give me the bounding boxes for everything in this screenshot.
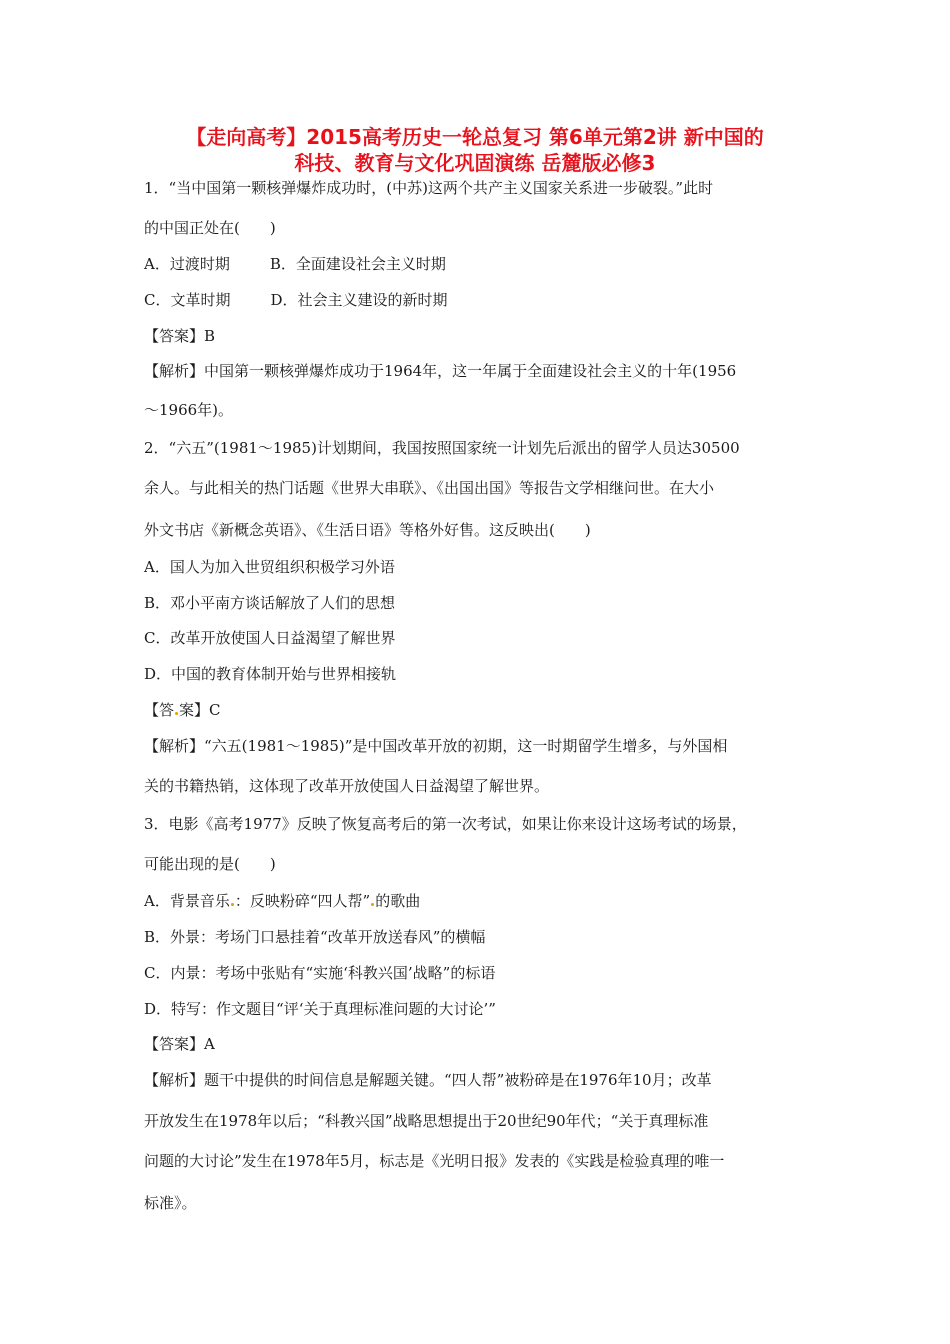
q3-option-a-part-3: 的歌曲 (375, 892, 421, 910)
q2-stem-line-3: 外文书店《新概念英语》、《生活日语》等格外好售。这反映出( ) (144, 521, 591, 539)
q3-option-b: B．外景：考场门口悬挂着“改革开放送春风”的横幅 (144, 928, 486, 946)
q3-stem-line-2: 可能出现的是( ) (144, 855, 276, 873)
orange-dot-mark (371, 903, 374, 906)
q2-analysis-line-1: 【解析】“六五(1981～1985)”是中国改革开放的初期，这一时期留学生增多，与外国相 (144, 737, 728, 755)
q2-option-d: D．中国的教育体制开始与世界相接轨 (144, 665, 397, 683)
q3-option-a-part-1: A．背景音乐 (144, 892, 230, 910)
orange-dot-mark (231, 903, 234, 906)
q2-option-b: B．邓小平南方谈话解放了人们的思想 (144, 594, 396, 612)
q2-option-c: C．改革开放使国人日益渴望了解世界 (144, 629, 396, 647)
orange-dot-mark (175, 712, 178, 715)
q2-stem-line-1: 2．“六五”(1981～1985)计划期间，我国按照国家统一计划先后派出的留学人员达30500 (144, 439, 740, 457)
q2-analysis-line-2: 关的书籍热销，这体现了改革开放使国人日益渴望了解世界。 (144, 777, 550, 795)
q2-option-a: A．国人为加入世贸组织积极学习外语 (144, 558, 395, 576)
q1-stem-line-1: 1．“当中国第一颗核弹爆炸成功时，(中苏)这两个共产主义国家关系进一步破裂。”此时 (144, 179, 714, 197)
page-title-line-1: 【走向高考】2015高考历史一轮总复习 第6单元第2讲 新中国的 (186, 125, 764, 149)
q1-options-ab (144, 254, 446, 274)
q1-option-d: D．社会主义建设的新时期 (270, 291, 448, 309)
q1-answer: 【答案】B (144, 327, 216, 345)
q3-analysis-line-3: 问题的大讨论”发生在1978年5月，标志是《光明日报》发表的《实践是检验真理的唯一 (144, 1152, 725, 1170)
q3-option-a (144, 891, 420, 911)
q3-answer: 【答案】A (144, 1035, 215, 1053)
q3-analysis-line-1: 【解析】题干中提供的时间信息是解题关键。“四人帮”被粉碎是在1976年10月；改革 (144, 1071, 712, 1089)
q1-stem-line-2: 的中国正处在( ) (144, 219, 276, 237)
q2-stem-line-2: 余人。与此相关的热门话题《世界大串联》、《出国出国》等报告文学相继问世。在大小 (144, 479, 715, 497)
q3-option-c: C．内景：考场中张贴有“实施‘科教兴国’战略”的标语 (144, 964, 496, 982)
q3-option-d: D．特写：作文题目“评‘关于真理标准问题的大讨论’” (144, 1000, 496, 1018)
q1-option-a: A．过渡时期 (144, 255, 230, 273)
q1-option-b: B．全面建设社会主义时期 (269, 255, 446, 273)
q2-answer-part-1: 【答 (144, 701, 175, 719)
q3-analysis-line-2: 开放发生在1978年以后；“科教兴国”战略思想提出于20世纪90年代；“关于真理标准 (144, 1112, 709, 1130)
q1-option-c: C．文革时期 (144, 291, 231, 309)
q3-analysis-line-4: 标准》。 (144, 1194, 197, 1212)
q2-answer-part-2: 案】C (179, 701, 221, 719)
q3-option-a-part-2: ：反映粉碎“四人帮” (234, 892, 371, 910)
q2-answer (144, 700, 221, 720)
page-title-line-2: 科技、教育与文化巩固演练 岳麓版必修3 (294, 151, 656, 175)
q1-analysis-line-2: ～1966年)。 (144, 401, 234, 419)
q3-stem-line-1: 3．电影《高考1977》反映了恢复高考后的第一次考试，如果让你来设计这场考试的场景， (144, 815, 747, 833)
q1-analysis-line-1: 【解析】中国第一颗核弹爆炸成功于1964年，这一年属于全面建设社会主义的十年(1956 (144, 362, 737, 380)
q1-options-cd (144, 290, 448, 310)
